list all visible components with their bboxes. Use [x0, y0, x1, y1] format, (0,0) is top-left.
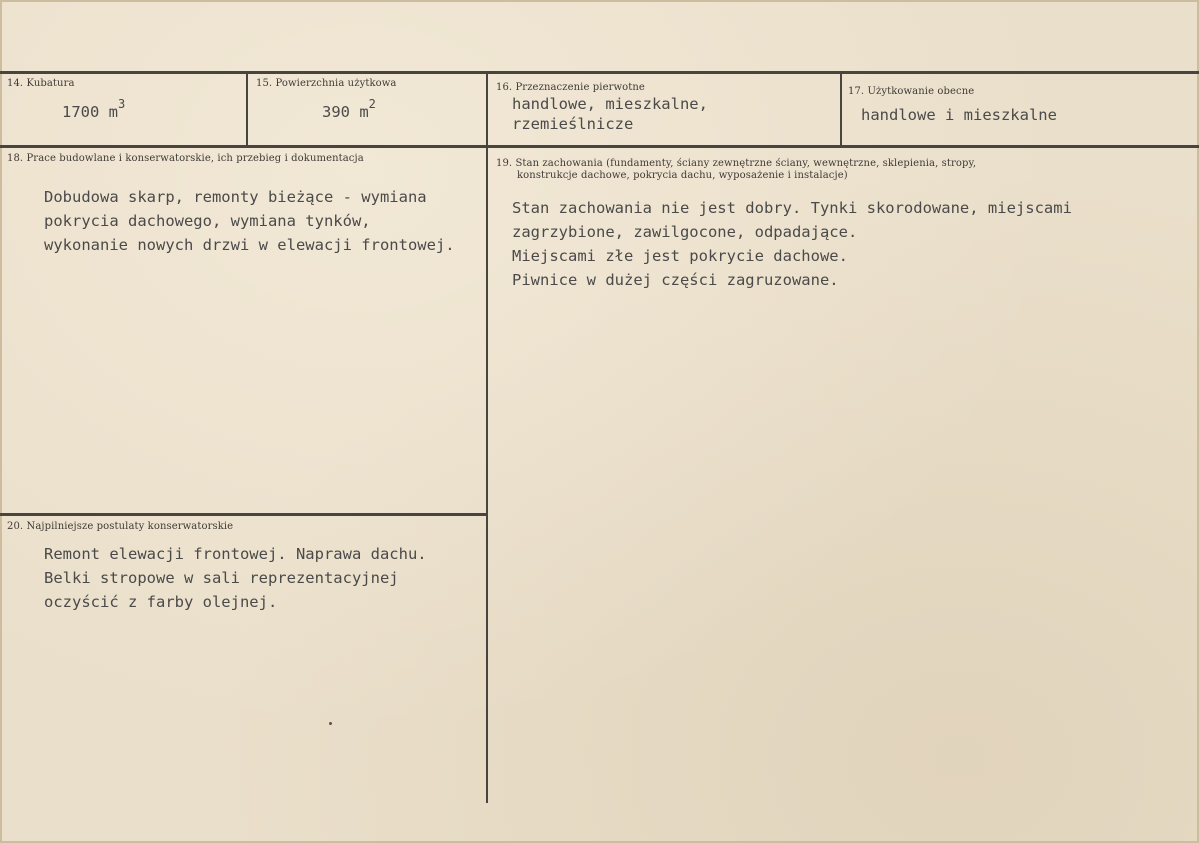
middle-row-line — [0, 145, 1199, 148]
divider-16-17 — [840, 72, 842, 146]
field-18-line: pokrycia dachowego, wymiana tynków, — [44, 212, 371, 230]
field-19-label: 19. Stan zachowania (fundamenty, ściany zewnętrzne ściany, wewnętrzne, sklepienia, stropy, — [496, 158, 977, 169]
field-20-line: oczyścić z farby olejnej. — [44, 593, 278, 611]
field-19-line: zagrzybione, zawilgocone, odpadające. — [512, 223, 858, 241]
field-20-value — [44, 542, 427, 614]
field-16-line: rzemieślnicze — [512, 115, 634, 133]
area-exponent: 2 — [368, 97, 376, 111]
kubatura-value: 1700 m — [62, 103, 118, 122]
field-16-line: handlowe, mieszkalne, — [512, 95, 708, 113]
field-20-label: 20. Najpilniejsze postulaty konserwatorskie — [7, 521, 234, 532]
top-row-line — [0, 71, 1199, 74]
kubatura-exponent: 3 — [118, 97, 126, 111]
area-value: 390 m — [322, 103, 369, 122]
field-18-label: 18. Prace budowlane i konserwatorskie, ich przebieg i dokumentacja — [7, 153, 364, 164]
field-19-value — [512, 196, 1072, 292]
section-20-line — [0, 513, 487, 516]
field-15-label: 15. Powierzchnia użytkowa — [256, 78, 397, 89]
field-20-line: Remont elewacji frontowej. Naprawa dachu. — [44, 545, 427, 563]
field-16-value — [512, 94, 708, 134]
field-18-value — [44, 185, 455, 257]
divider-main — [486, 72, 488, 803]
ink-speck — [329, 722, 332, 725]
field-16-label: 16. Przeznaczenie pierwotne — [496, 82, 645, 93]
field-14-label: 14. Kubatura — [7, 78, 75, 89]
field-15-value — [322, 97, 376, 122]
divider-14-15 — [246, 72, 248, 146]
field-19-line: Stan zachowania nie jest dobry. Tynki skorodowane, miejscami — [512, 199, 1072, 217]
field-20-line: Belki stropowe w sali reprezentacyjnej — [44, 569, 399, 587]
field-14-value — [62, 97, 126, 122]
field-17-value: handlowe i mieszkalne — [861, 106, 1057, 124]
field-18-line: wykonanie nowych drzwi w elewacji frontowej. — [44, 236, 455, 254]
field-17-label: 17. Użytkowanie obecne — [848, 86, 975, 97]
field-19-label-cont: konstrukcje dachowe, pokrycia dachu, wyposażenie i instalacje) — [517, 170, 848, 181]
field-18-line: Dobudowa skarp, remonty bieżące - wymiana — [44, 188, 427, 206]
field-19-line: Piwnice w dużej części zagruzowane. — [512, 271, 839, 289]
field-19-line: Miejscami złe jest pokrycie dachowe. — [512, 247, 848, 265]
